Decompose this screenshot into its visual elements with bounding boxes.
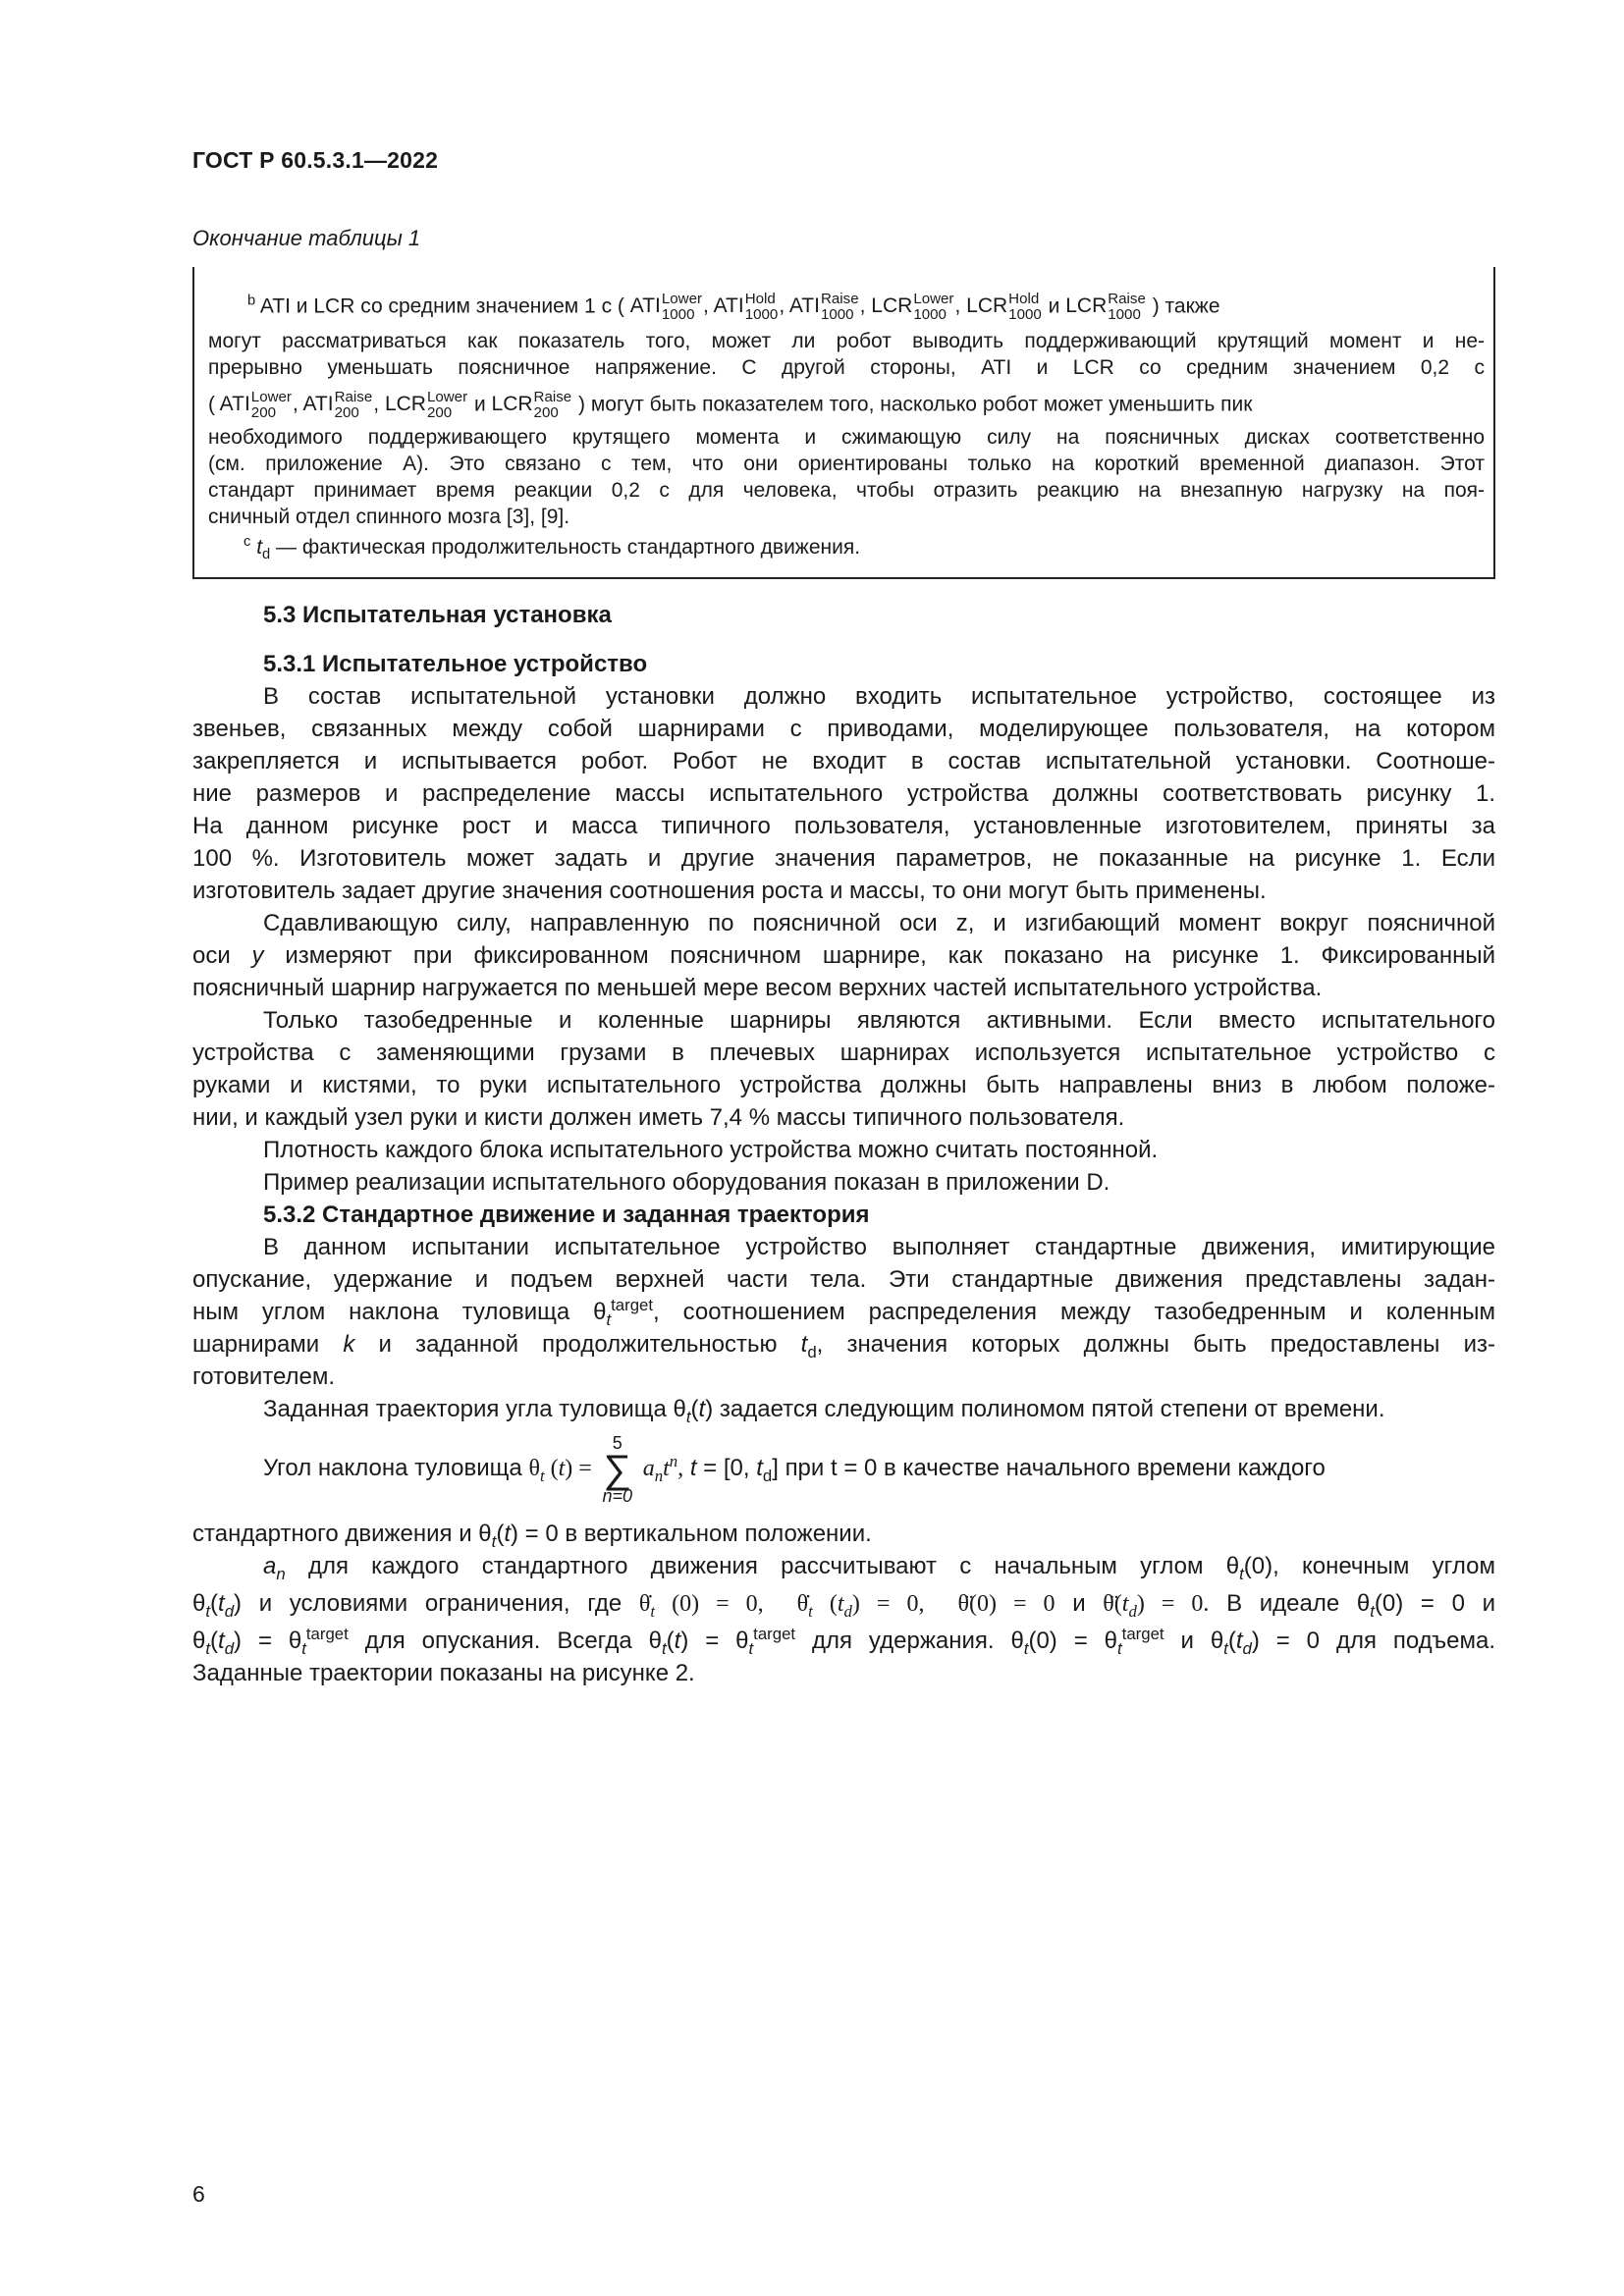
para2-line: поясничный шарнир нагружается по меньшей мере весом верхних частей испытательного устройства. — [192, 975, 1323, 1001]
section-5-3-1-title: 5.3.1 Испытательное устройство — [263, 651, 648, 677]
para6-line: опускание, удержание и подъем верхней части тела. Эти стандартные движения представлены задан- — [192, 1266, 1495, 1293]
para1-line: закрепляется и испытывается робот. Робот не входит в состав испытательной установки. Соотноше- — [192, 748, 1495, 774]
footnote-b-line-8: сничный отдел спинного мозга [3], [9]. — [208, 506, 570, 528]
para4: Плотность каждого блока испытательного устройства можно считать постоянной. — [263, 1137, 1159, 1163]
para1-line: В состав испытательной установки должно входить испытательное устройство, состоящее из — [263, 683, 1495, 710]
table-continuation-label: Окончание таблицы 1 — [192, 226, 421, 250]
para6-line: готовителем. — [192, 1363, 336, 1390]
para9-line: Заданные траектории показаны на рисунке 2. — [192, 1660, 695, 1686]
footnote-b-line-2: могут рассматриваться как показатель того, может ли робот выводить поддерживающий крутящий момент и не- — [208, 330, 1485, 352]
page-number: 6 — [192, 2181, 205, 2207]
footnote-b-line-3: прерывно уменьшать поясничное напряжение. С другой стороны, ATI и LCR со средним значением 0,2 с — [208, 356, 1485, 379]
para1-line: ние размеров и распределение массы испытательного устройства должны соответствовать рисунку 1. — [192, 780, 1495, 807]
document-header-code: ГОСТ Р 60.5.3.1—2022 — [192, 147, 439, 173]
para9-line: $\theta_t(t_d)$ и условиями ограничения, где $\thetȧ_t$ (0) = 0, $\thetȧ_t$ $(t_d) = 0$, θ̈(0) = 0 и $\thetä(t_d) = 0$. В идеале $\theta_t(0) = 0$ и — [192, 1590, 1496, 1621]
para1-line: изготовитель задает другие значения соотношения роста и массы, то они могут быть применены. — [192, 878, 1267, 904]
para3-line: нии, и каждый узел руки и кисти должен иметь 7,4 % массы типичного пользователя. — [192, 1104, 1125, 1131]
section-5-3-title: 5.3 Испытательная установка — [263, 602, 612, 628]
para8: стандартного движения и $\theta_t(t) = 0$ в вертикальном положении. — [192, 1521, 872, 1551]
para6-line: ным углом наклона туловища $\theta_t^{target}$, соотношением распределения между тазобедренным и коленным — [192, 1296, 1495, 1329]
section-5-3-2-title: 5.3.2 Стандартное движение и заданная траектория — [263, 1201, 870, 1228]
footnote-b-line-1: $^b$ ATI и LCR со средним значением 1 с ( ATI Lower 1000 , ATI Hold 1000 , ATI Raise 1000 , LCR Lower 1000 , LCR Hold 1000 и LCR Raise 1000 ) также — [247, 291, 1220, 323]
para1-line: 100 %. Изготовитель может задать и другие значения параметров, не показанные на рисунке 1. Если — [192, 845, 1495, 872]
para6-line: шарнирами k и заданной продолжительностью $t_d$, значения которых должны быть предоставлены из- — [192, 1331, 1495, 1362]
footnote-b-line-5: необходимого поддерживающего крутящего момента и сжимающую силу на поясничных дисках соответственно — [208, 426, 1485, 449]
sum-symbol: 5 ∑ n=0 — [602, 1432, 633, 1506]
para3-line: устройства с заменяющими грузами в плечевых шарнирах используется испытательное устройство с — [192, 1040, 1495, 1066]
footnote-b-line-6: (см. приложение А). Это связано с тем, что они ориентированы только на короткий временной диапазон. Этот — [208, 453, 1485, 475]
para9-line: $\theta_t(t_d) = \theta_t^{target}$ для опускания. Всегда $\theta_t(t) = \theta_t^{target}$ для удержания. $\theta_t(0) = \theta_t^{target}$ и $\theta_t(t_d) = 0$ для подъема. — [192, 1625, 1496, 1658]
para2-line: Сдавливающую силу, направленную по поясничной оси z, и изгибающий момент вокруг поясничной — [263, 910, 1495, 936]
para1-line: звеньев, связанных между собой шарнирами с приводами, моделирующее пользователя, на котором — [192, 716, 1495, 742]
para9-line: $a_n$ для каждого стандартного движения рассчитывают с начальным углом $\theta_t(0)$, конечным углом — [263, 1553, 1495, 1583]
para5: Пример реализации испытательного оборудования показан в приложении D. — [263, 1169, 1110, 1196]
footnote-b-line-4: ( ATI Lower 200 , ATI Raise 200 , LCR Lower 200 и LCR Raise 200 ) могут быть показателем того, насколько робот может уменьшить пик — [208, 389, 1253, 421]
para3-line: Только тазобедренные и коленные шарниры являются активными. Если вместо испытательного — [263, 1007, 1495, 1034]
footnote-c: $^c$ $t_d$ — фактическая продолжительность стандартного движения. — [244, 534, 861, 563]
formula-line: Угол наклона туловища $\theta_t$ (t) = 5 ∑ n=0 $a_nt^n$, t = [0, $t_d$] при t = 0 в качестве начального времени каждого — [263, 1432, 1326, 1506]
para2-line: оси y измеряют при фиксированном поясничном шарнире, как показано на рисунке 1. Фиксированный — [192, 942, 1496, 969]
para6-line: В данном испытании испытательное устройство выполняет стандартные движения, имитирующие — [263, 1234, 1495, 1260]
footnote-b-line-7: стандарт принимает время реакции 0,2 с для человека, чтобы отразить реакцию на внезапную нагрузку на поя- — [208, 479, 1485, 502]
para1-line: На данном рисунке рост и масса типичного пользователя, установленные изготовителем, приняты за — [192, 813, 1495, 839]
para3-line: руками и кистями, то руки испытательного устройства должны быть направлены вниз в любом положе- — [192, 1072, 1495, 1098]
para7: Заданная траектория угла туловища $\theta_t(t)$ задается следующим полиномом пятой степени от времени. — [263, 1396, 1385, 1426]
